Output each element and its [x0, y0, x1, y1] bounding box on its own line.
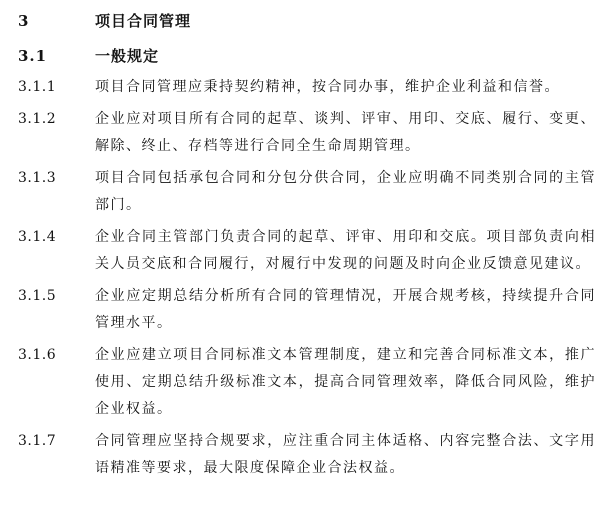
chapter-heading	[18, 8, 596, 35]
clause-3-1-2	[18, 106, 596, 160]
clause-3-1-3	[18, 165, 596, 219]
clause-text: 企业应建立项目合同标准文本管理制度，建立和完善合同标准文本，推广使用、定期总结升级标准文本，提高合同管理效率，降低合同风险，维护企业权益。	[95, 347, 596, 417]
clause-3-1-1	[18, 74, 596, 101]
chapter-number: 3	[18, 12, 30, 30]
section-title: 一般规定	[95, 47, 160, 65]
clause-number: 3.1.1	[18, 79, 57, 95]
clause-text: 项目合同包括承包合同和分包分供合同，企业应明确不同类别合同的主管部门。	[95, 170, 596, 213]
clause-text: 合同管理应坚持合规要求，应注重合同主体适格、内容完整合法、文字用语精准等要求，最大限度保障企业合法权益。	[95, 433, 596, 476]
clause-text: 企业合同主管部门负责合同的起草、评审、用印和交底。项目部负责向相关人员交底和合同履行，对履行中发现的问题及时向企业反馈意见建议。	[95, 229, 596, 272]
clause-3-1-5	[18, 283, 596, 337]
section-heading	[18, 43, 596, 70]
clause-number: 3.1.5	[18, 288, 57, 304]
clause-3-1-7	[18, 428, 596, 482]
clause-text: 企业应对项目所有合同的起草、谈判、评审、用印、交底、履行、变更、解除、终止、存档等进行合同全生命周期管理。	[95, 111, 596, 154]
clause-number: 3.1.4	[18, 229, 57, 245]
chapter-title: 项目合同管理	[95, 12, 192, 30]
section-number: 3.1	[18, 47, 48, 65]
clause-number: 3.1.2	[18, 111, 57, 127]
clause-text: 企业应定期总结分析所有合同的管理情况，开展合规考核，持续提升合同管理水平。	[95, 288, 596, 331]
clause-3-1-6	[18, 342, 596, 423]
clause-number: 3.1.3	[18, 170, 57, 186]
clause-text: 项目合同管理应秉持契约精神，按合同办事，维护企业利益和信誉。	[95, 79, 560, 95]
clause-3-1-4	[18, 224, 596, 278]
clause-number: 3.1.6	[18, 347, 57, 363]
clause-number: 3.1.7	[18, 433, 57, 449]
